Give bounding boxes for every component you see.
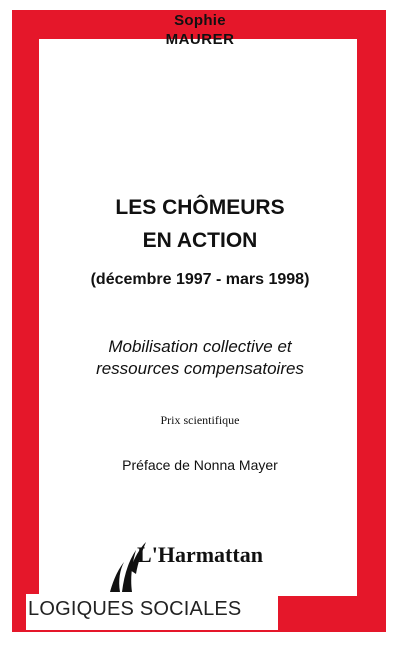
title-line-2: EN ACTION xyxy=(142,229,258,252)
date-range: (décembre 1997 - mars 1998) xyxy=(90,271,310,288)
preface-credit: Préface de Nonna Mayer xyxy=(122,457,278,473)
subtitle xyxy=(0,336,400,380)
prize-label: Prix scientifique xyxy=(160,413,240,427)
author-first-name: Sophie xyxy=(174,12,226,29)
publisher-logo: L'Harmattan xyxy=(137,542,263,567)
subtitle-line-2: ressources compensatoires xyxy=(96,359,304,378)
title-line-1: LES CHÔMEURS xyxy=(115,196,285,219)
author-last-name: MAURER xyxy=(165,31,235,48)
series-name: LOGIQUES SOCIALES xyxy=(28,598,242,620)
white-panel xyxy=(39,39,357,596)
subtitle-line-1: Mobilisation collective et xyxy=(108,337,292,356)
